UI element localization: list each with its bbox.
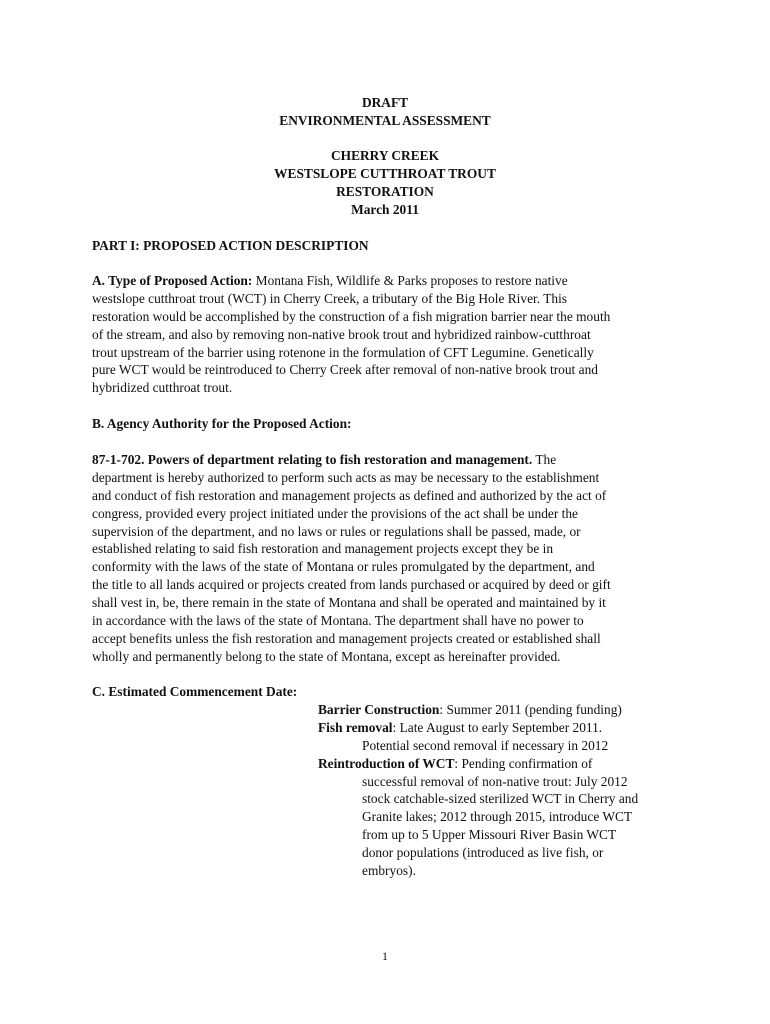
title-cherry-creek: CHERRY CREEK <box>330 148 440 163</box>
section-b-heading: B. Agency Authority for the Proposed Action: <box>92 416 352 431</box>
removal-value: : Late August to early September 2011. <box>392 719 603 735</box>
section-a-line: westslope cutthroat trout (WCT) in Cherry Creek, a tributary of the Big Hole River. This <box>92 290 568 306</box>
section-a-line: restoration would be accomplished by the construction of a fish migration barrier near the mouth <box>92 308 611 324</box>
title-restoration: RESTORATION <box>336 183 434 199</box>
barrier-value: : Summer 2011 (pending funding) <box>439 702 622 717</box>
project-title-block <box>0 147 770 219</box>
reintro-line: successful removal of non-native trout: July 2012 <box>362 773 628 789</box>
reintro-line: donor populations (introduced as live fish, or <box>362 845 604 861</box>
statute-line: and conduct of fish restoration and management projects as defined and authorized by the act of <box>92 487 607 503</box>
reintro-line: stock catchable-sized sterilized WCT in Cherry and <box>362 791 639 807</box>
statute-line: established relating to said fish restoration and management projects except they be in <box>92 541 554 557</box>
statute-line: the title to all lands acquired or projects created from lands purchased or acquired by deed or gift <box>92 577 611 593</box>
removal-label: Fish removal <box>318 719 393 735</box>
section-b-statute <box>92 451 682 666</box>
statute-line: in accordance with the laws of the state of Montana. The department shall have no power to <box>92 613 584 629</box>
section-a-line: hybridized cutthroat trout. <box>92 380 233 396</box>
reintro-label: Reintroduction of WCT <box>318 755 455 771</box>
part1-heading: PART I: PROPOSED ACTION DESCRIPTION <box>92 238 369 253</box>
statute-line: conformity with the laws of the state of Montana or rules promulgated by the department, and <box>92 559 595 575</box>
section-a <box>92 272 682 397</box>
barrier-label: Barrier Construction <box>318 702 440 717</box>
reintro-line: Granite lakes; 2012 through 2015, introduce WCT <box>362 809 633 825</box>
statute-line: supervision of the department, and no laws or rules or regulations shall be passed, made, or <box>92 523 581 539</box>
section-a-line: Montana Fish, Wildlife & Parks proposes to restore native <box>252 273 568 288</box>
section-c-heading: C. Estimated Commencement Date: <box>92 684 298 699</box>
statute-line: accept benefits unless the fish restoration and management projects created or established shall <box>92 630 601 646</box>
statute-line: wholly and permanently belong to the state of Montana, except as hereinafter provided. <box>92 648 561 664</box>
section-a-line: trout upstream of the barrier using rotenone in the formulation of CFT Legumine. Genetically <box>92 344 594 360</box>
document-title-block <box>0 94 770 130</box>
page-number: 1 <box>382 949 388 963</box>
title-westslope: WESTSLOPE CUTTHROAT TROUT <box>274 165 496 181</box>
reintro-line: from up to 5 Upper Missouri River Basin WCT <box>362 827 617 843</box>
statute-line: shall vest in, be, there remain in the state of Montana and shall be operated and maintained by it <box>92 595 606 611</box>
statute-line: department is hereby authorized to perform such acts as may be necessary to the establishment <box>92 469 600 485</box>
removal-note: Potential second removal if necessary in 2012 <box>362 737 609 753</box>
statute-line: congress, provided every project initiated under the provisions of the act shall be under the <box>92 505 579 521</box>
reintro-value: : Pending confirmation of <box>454 755 593 771</box>
title-draft: DRAFT <box>361 95 409 110</box>
reintro-line: embryos). <box>362 863 416 879</box>
commencement-schedule <box>318 701 688 880</box>
section-a-line: pure WCT would be reintroduced to Cherry Creek after removal of non-native brook trout and <box>92 362 598 378</box>
section-a-line: of the stream, and also by removing non-native brook trout and hybridized rainbow-cutthroat <box>92 326 591 342</box>
section-a-label: A. Type of Proposed Action: <box>92 273 253 288</box>
title-environmental-assessment: ENVIRONMENTAL ASSESSMENT <box>279 112 491 128</box>
statute-line: The <box>532 452 557 467</box>
title-date: March 2011 <box>351 201 419 217</box>
statute-title: 87-1-702. Powers of department relating to fish restoration and management. <box>92 452 533 467</box>
